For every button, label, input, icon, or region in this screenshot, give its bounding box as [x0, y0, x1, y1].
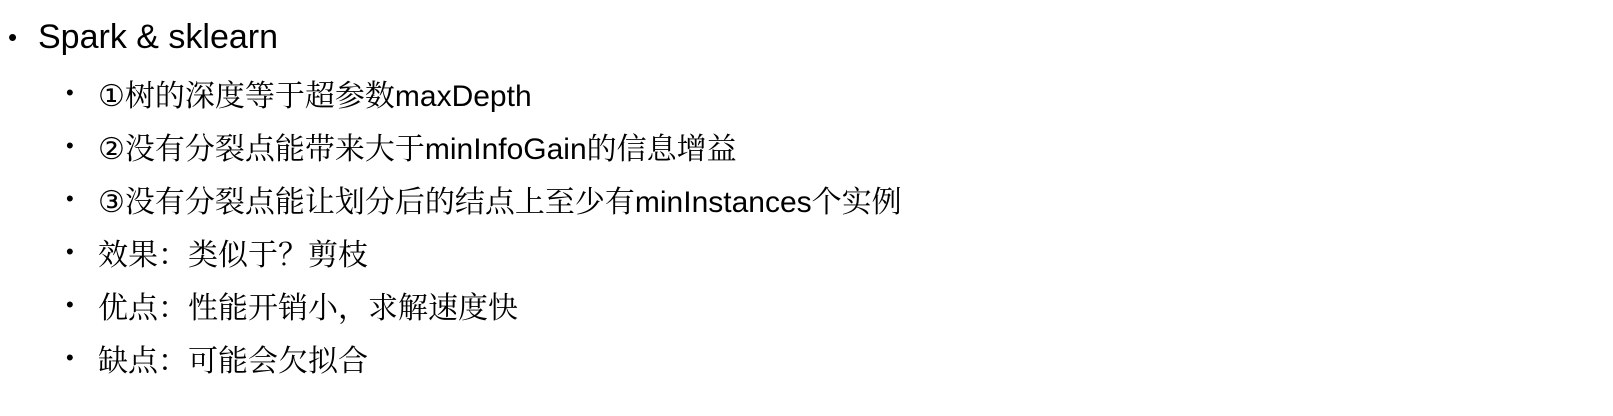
bullet-icon: •	[66, 344, 74, 370]
sub-bullet-item	[66, 331, 902, 384]
sub-bullet-item	[66, 278, 902, 331]
bullet-icon: •	[66, 79, 74, 105]
sub-bullet-item	[66, 66, 902, 119]
bullet-icon: •	[8, 21, 18, 52]
bullet-icon: •	[66, 132, 74, 158]
sub-bullet-text: ②没有分裂点能带来大于minInfoGain的信息增益	[98, 132, 737, 166]
sub-bullet-text: 优点：性能开销小，求解速度快	[98, 291, 518, 325]
bullet-icon: •	[66, 238, 74, 264]
sub-bullet-text: 缺点：可能会欠拟合	[98, 344, 368, 378]
sub-bullet-item	[66, 119, 902, 172]
sub-bullet-list	[66, 66, 902, 384]
sub-bullet-text: ①树的深度等于超参数maxDepth	[98, 79, 532, 113]
bullet-icon: •	[66, 291, 74, 317]
main-bullet-text: Spark & sklearn	[38, 17, 278, 56]
bullet-icon: •	[66, 185, 74, 211]
main-bullet-item	[8, 12, 278, 62]
sub-bullet-item	[66, 172, 902, 225]
sub-bullet-text: 效果：类似于？剪枝	[98, 238, 368, 272]
sub-bullet-item	[66, 225, 902, 278]
sub-bullet-text: ③没有分裂点能让划分后的结点上至少有minInstances个实例	[98, 185, 902, 219]
